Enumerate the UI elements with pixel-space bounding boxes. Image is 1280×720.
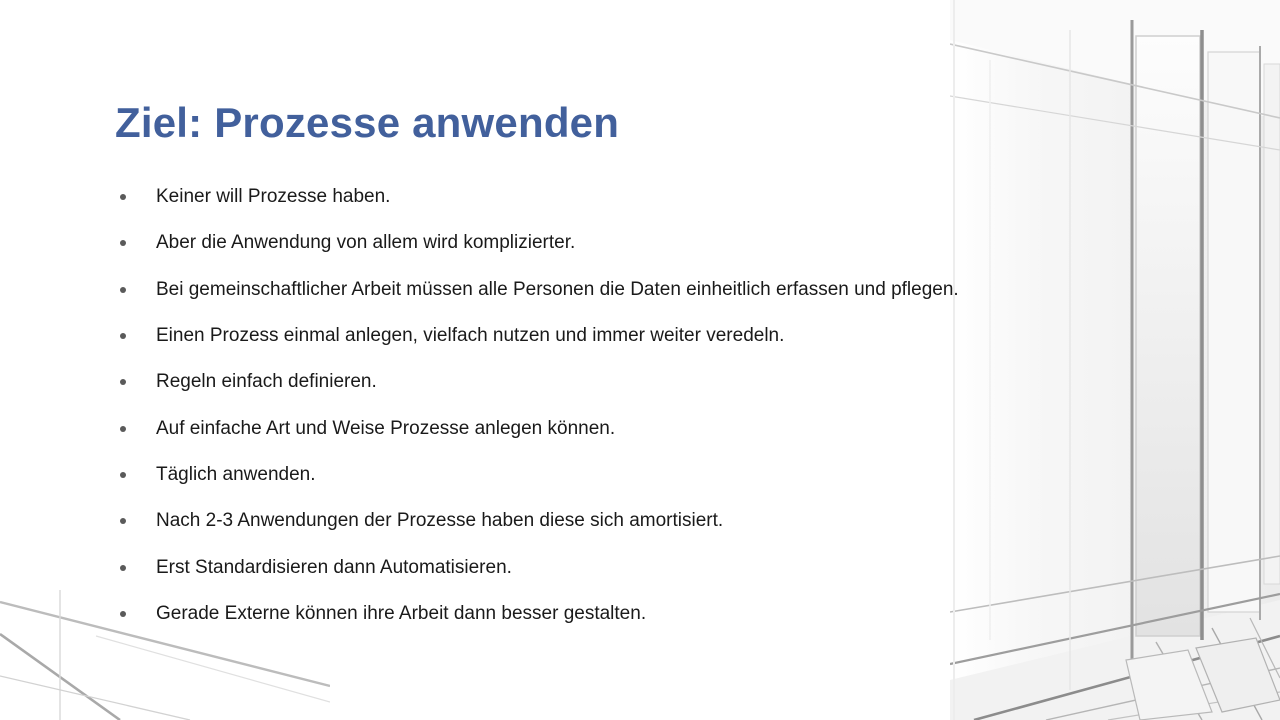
bullet-dot-icon bbox=[120, 518, 126, 524]
bullet-dot-icon bbox=[120, 426, 126, 432]
list-item-text: Täglich anwenden. bbox=[156, 463, 316, 485]
bullet-dot-icon bbox=[120, 472, 126, 478]
list-item-text: Auf einfache Art und Weise Prozesse anlegen können. bbox=[156, 417, 616, 439]
list-item-text: Bei gemeinschaftlicher Arbeit müssen alle Personen die Daten einheitlich erfassen und pflegen. bbox=[156, 278, 959, 300]
bullet-dot-icon bbox=[120, 194, 126, 200]
list-item bbox=[112, 602, 1012, 626]
page-title: Ziel: Prozesse anwenden bbox=[115, 99, 620, 146]
list-item-text: Gerade Externe können ihre Arbeit dann besser gestalten. bbox=[156, 602, 647, 624]
bullet-dot-icon bbox=[120, 333, 126, 339]
list-item-text: Keiner will Prozesse haben. bbox=[156, 186, 391, 207]
list-item bbox=[112, 370, 1012, 394]
list-item bbox=[112, 185, 1012, 209]
bullet-dot-icon bbox=[120, 565, 126, 571]
list-item bbox=[112, 556, 1012, 580]
list-item-text: Nach 2-3 Anwendungen der Prozesse haben diese sich amortisiert. bbox=[156, 510, 724, 532]
bullet-list bbox=[112, 185, 1012, 626]
list-item-text: Erst Standardisieren dann Automatisieren. bbox=[156, 556, 512, 578]
list-item bbox=[112, 231, 1012, 255]
list-item bbox=[112, 278, 1036, 302]
list-item-text: Aber die Anwendung von allem wird komplizierter. bbox=[156, 232, 576, 254]
list-item bbox=[112, 324, 1012, 348]
bullet-dot-icon bbox=[120, 379, 126, 385]
bullet-dot-icon bbox=[120, 240, 126, 246]
list-item-text: Einen Prozess einmal anlegen, vielfach nutzen und immer weiter veredeln. bbox=[156, 324, 785, 346]
list-item bbox=[112, 509, 1012, 533]
bullet-dot-icon bbox=[120, 287, 126, 293]
list-item bbox=[112, 417, 1012, 441]
bullet-dot-icon bbox=[120, 611, 126, 617]
list-item-text: Regeln einfach definieren. bbox=[156, 371, 377, 393]
list-item bbox=[112, 463, 1012, 487]
